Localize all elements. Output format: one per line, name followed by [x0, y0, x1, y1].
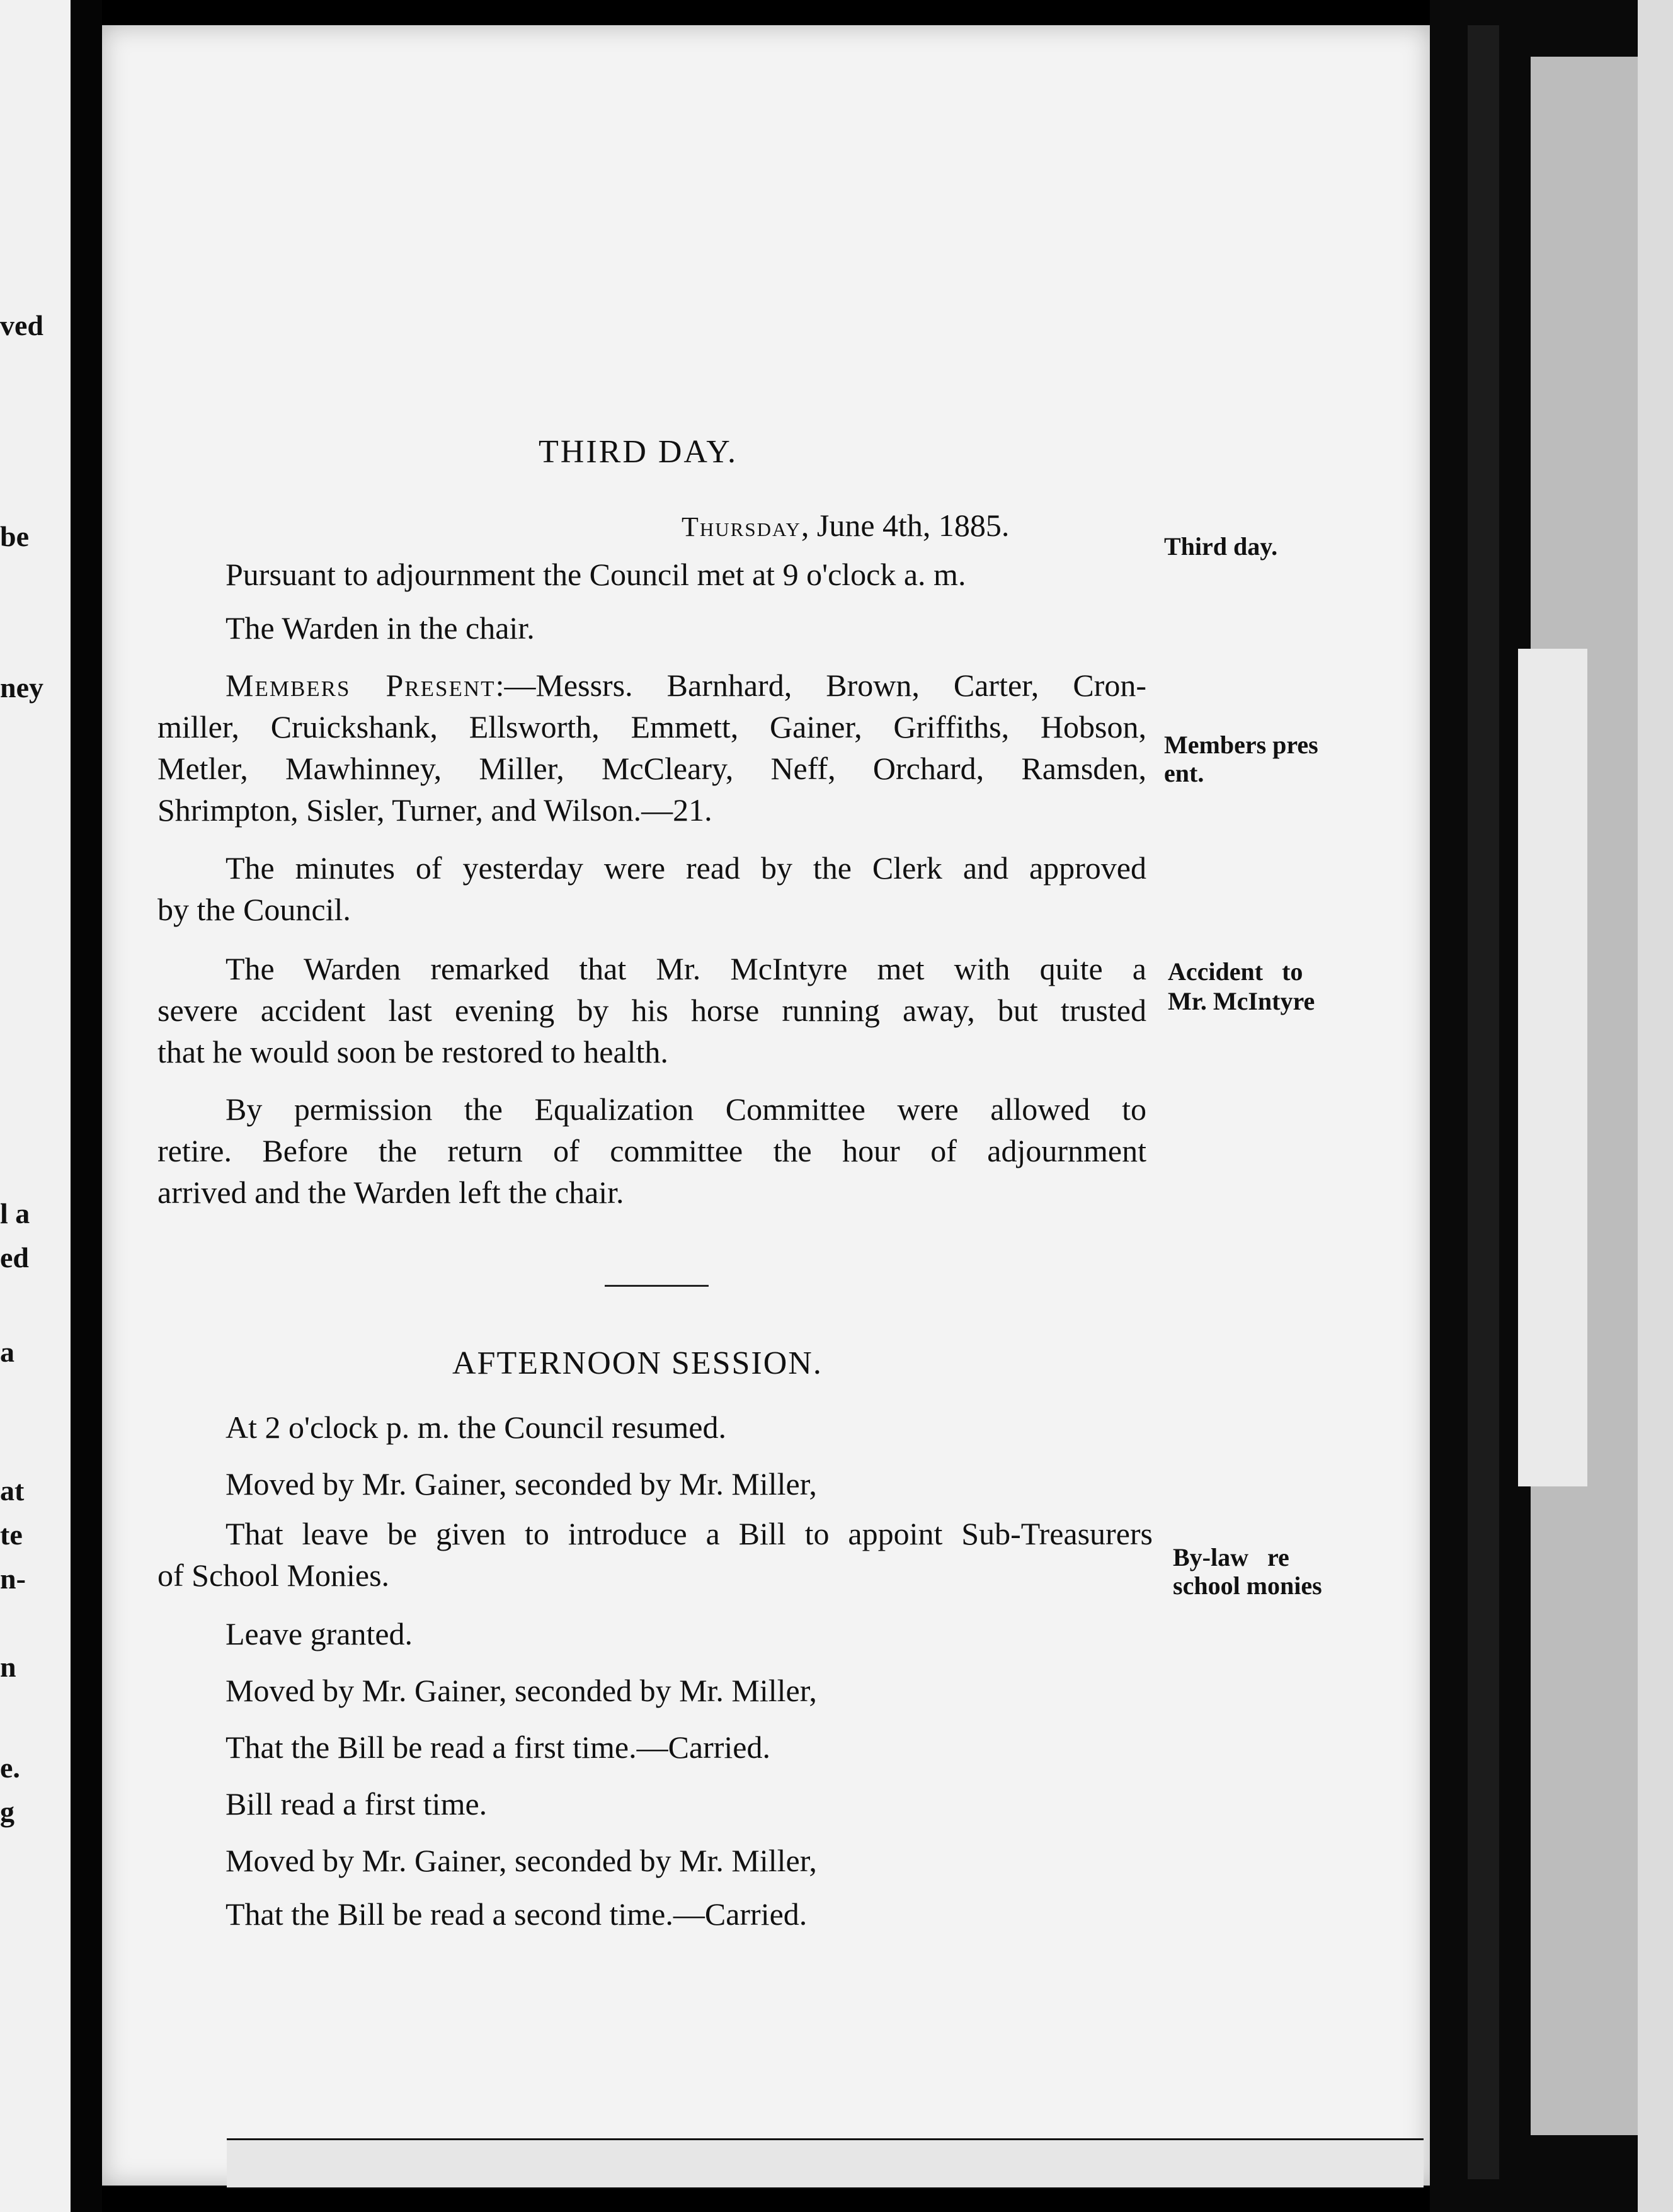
facing-page-fragment: a — [0, 1336, 14, 1368]
paragraph: Leave granted. — [226, 1616, 413, 1651]
facing-page-fragment: te — [0, 1519, 23, 1551]
permission-paragraph — [157, 1088, 1146, 1213]
paragraph: Moved by Mr. Gainer, seconded by Mr. Miller, — [226, 1466, 817, 1502]
paragraph-line: Metler, Mawhinney, Miller, McCleary, Neff, Orchard, Ramsden, — [157, 751, 1146, 786]
facing-page-fragment: e. — [0, 1752, 20, 1784]
paragraph: That the Bill be read a first time.—Carried. — [226, 1730, 770, 1765]
paragraph-line: The Warden remarked that Mr. McIntyre met with quite a — [226, 951, 1146, 986]
facing-page-fragment: ney — [0, 671, 43, 704]
paragraph-line: arrived and the Warden left the chair. — [157, 1175, 624, 1210]
book-spine — [1468, 25, 1499, 2179]
facing-page-fragment: ved — [0, 309, 43, 341]
outer-edge — [1638, 0, 1673, 2212]
facing-page-fragment: be — [0, 520, 29, 552]
date-line — [682, 504, 1009, 549]
date-rest: , June 4th, 1885. — [801, 508, 1010, 543]
bookmark-strip — [1518, 649, 1587, 1486]
paragraph-line: :—Messrs. Barnhard, Brown, Carter, Cron- — [495, 668, 1146, 703]
paragraph-line: retire. Before the return of committee the hour of adjournment — [157, 1133, 1146, 1168]
afternoon-heading: AFTERNOON SESSION. — [452, 1345, 823, 1381]
paragraph-line: Shrimpton, Sisler, Turner, and Wilson.—21. — [157, 792, 712, 828]
minutes-paragraph — [157, 847, 1146, 930]
page-bottom-edge — [227, 2138, 1424, 2187]
facing-page-fragment: n — [0, 1651, 16, 1683]
paragraph: Moved by Mr. Gainer, seconded by Mr. Miller, — [226, 1673, 817, 1708]
paragraph-line: by the Council. — [157, 892, 351, 927]
paragraph: Moved by Mr. Gainer, seconded by Mr. Miller, — [226, 1843, 817, 1878]
margin-note-members: ent. — [1164, 759, 1204, 787]
warden-paragraph — [157, 948, 1146, 1073]
paragraph-line: that he would soon be restored to health. — [157, 1034, 668, 1069]
paragraph: Pursuant to adjournment the Council met at 9 o'clock a. m. — [226, 557, 966, 592]
paragraph: The Warden in the chair. — [226, 610, 535, 646]
section-divider — [605, 1285, 709, 1287]
paragraph: Bill read a first time. — [226, 1786, 488, 1821]
section-heading: THIRD DAY. — [539, 434, 738, 470]
facing-page-fragment: ed — [0, 1241, 29, 1274]
margin-note-bylaw: school monies — [1173, 1571, 1322, 1600]
bill-paragraph — [157, 1513, 1153, 1596]
facing-page-edge — [0, 0, 71, 2212]
margin-note-accident: Accident to — [1168, 957, 1303, 986]
paragraph: At 2 o'clock p. m. the Council resumed. — [226, 1410, 726, 1445]
margin-note-accident: Mr. McIntyre — [1168, 987, 1315, 1015]
margin-note-third-day: Third day. — [1164, 532, 1278, 561]
paragraph-line: The minutes of yesterday were read by the Clerk and approved — [226, 850, 1146, 886]
paragraph: That the Bill be read a second time.—Carried. — [226, 1896, 808, 1932]
paragraph-line: severe accident last evening by his horse running away, but trusted — [157, 993, 1146, 1028]
facing-page-fragment: at — [0, 1474, 25, 1507]
paragraph-line: of School Monies. — [157, 1558, 390, 1593]
paragraph-line: By permission the Equalization Committee were allowed to — [226, 1092, 1146, 1127]
book-edge — [1430, 0, 1673, 2212]
members-present-paragraph — [157, 664, 1146, 831]
facing-page-fragment: n- — [0, 1563, 26, 1595]
margin-note-members: Members pres — [1164, 731, 1318, 759]
paragraph-line: miller, Cruickshank, Ellsworth, Emmett, Gainer, Griffiths, Hobson, — [157, 709, 1146, 744]
date-day: Thursday — [682, 511, 801, 542]
members-label: Members Present — [226, 668, 496, 703]
margin-note-bylaw: By-law re — [1173, 1543, 1289, 1571]
facing-page-fragment: g — [0, 1796, 14, 1828]
facing-page-fragment: l a — [0, 1197, 30, 1229]
paragraph-line: That leave be given to introduce a Bill to appoint Sub-Treasurers — [226, 1516, 1153, 1551]
book-gutter — [71, 0, 102, 2212]
